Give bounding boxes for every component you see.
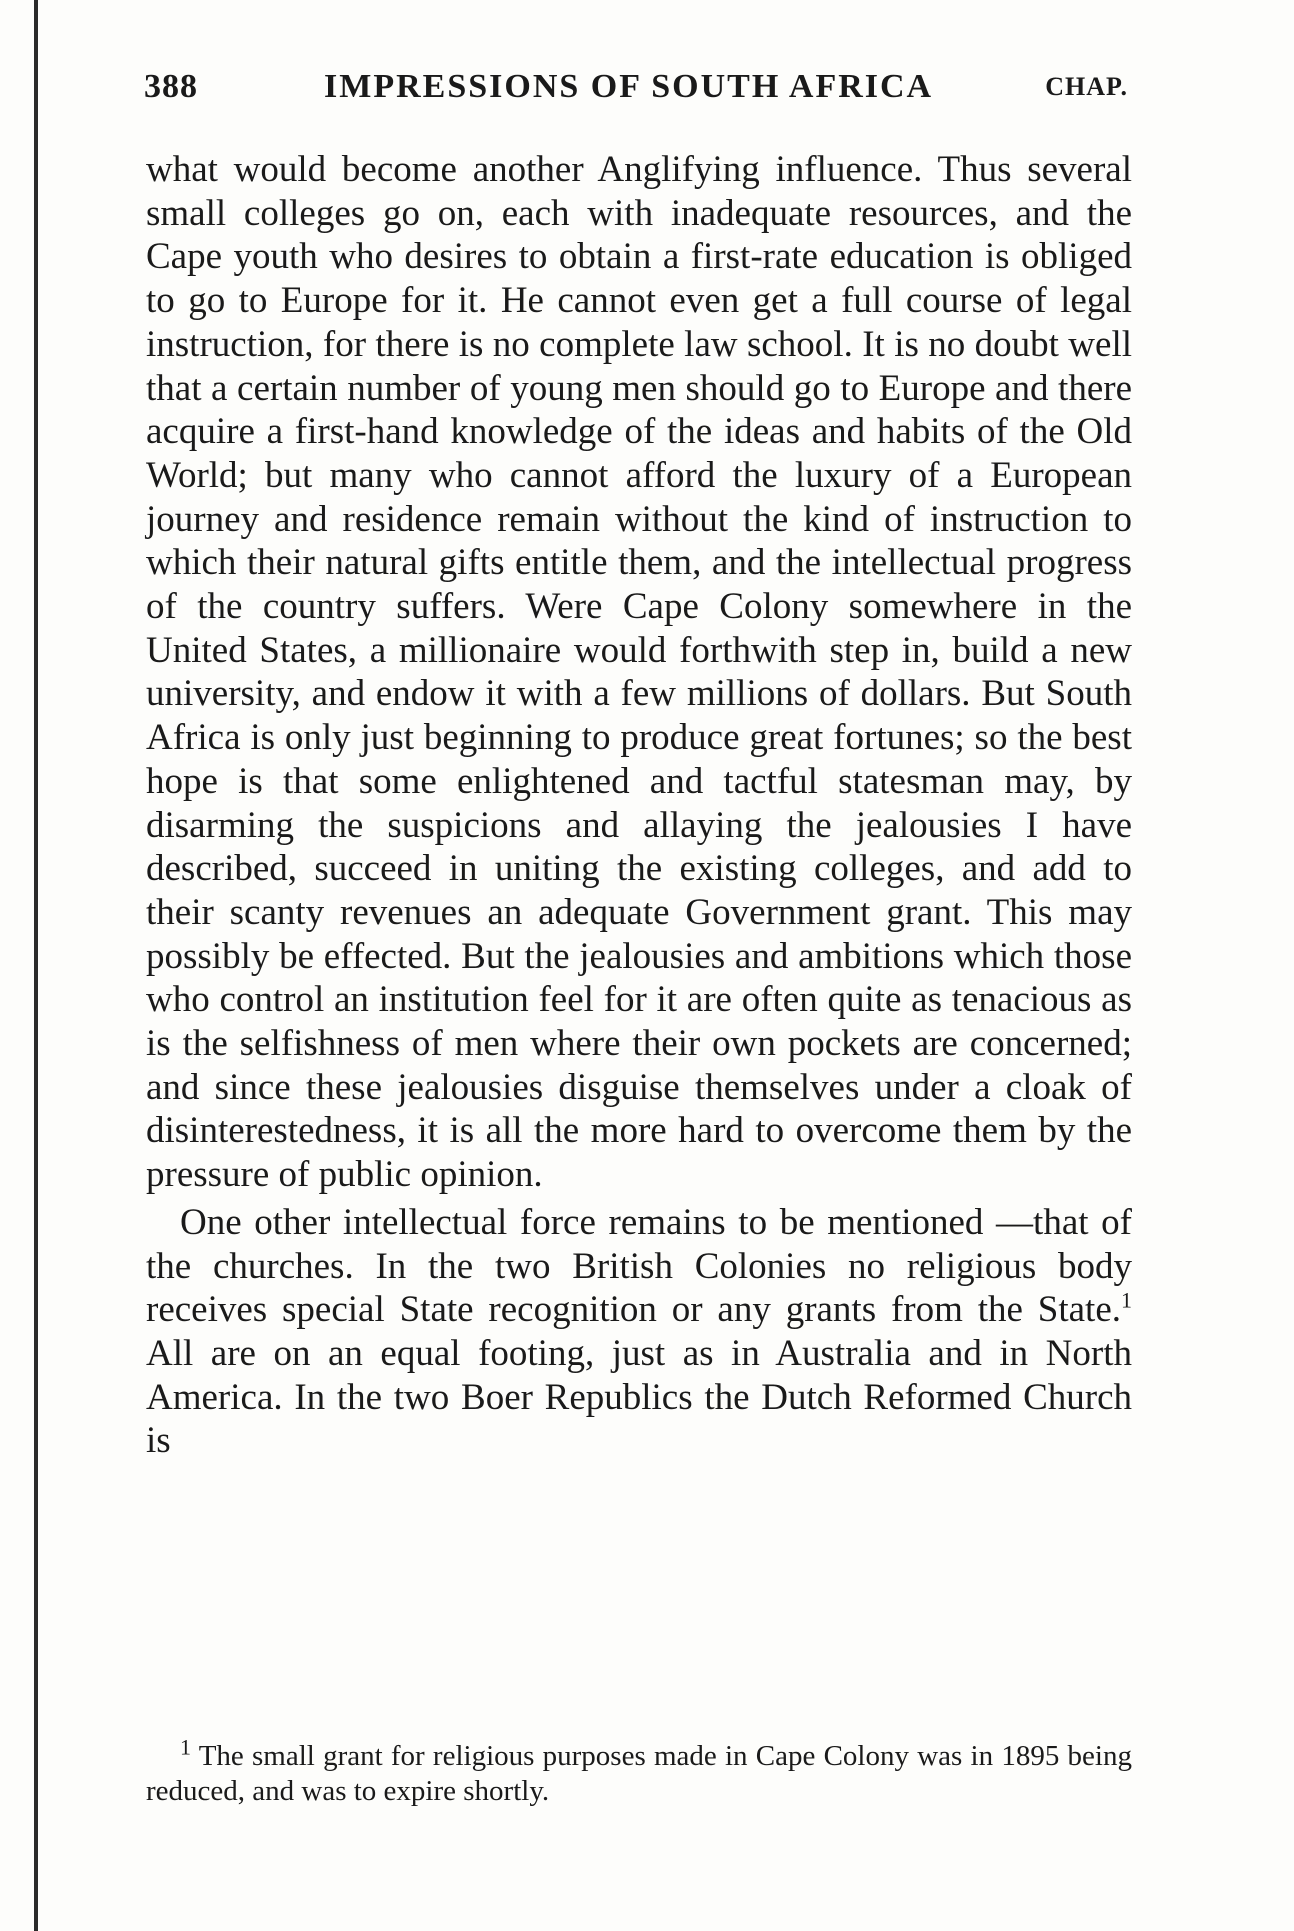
footnote-text: The small grant for religious purposes made in Cape Colony was in 1895 being reduced, and was to expire shortly. [146,1740,1132,1807]
paragraph-churches [146,1201,1132,1463]
footnote-reference: 1 [1121,1287,1132,1313]
footnote [146,1734,1132,1809]
paragraph-churches-part1: One other intellectual force remains to be mentioned —that of the churches. In the two British Colonies no religious body receives special State recognition or any grants from the State. [146,1201,1132,1331]
paragraph-churches-part2: All are on an equal footing, just as in Australia and in North America. In the two Boer Republics the Dutch Reformed Church is [146,1332,1132,1462]
body-text [146,148,1132,1463]
footnote-marker: 1 [180,1734,191,1760]
running-header [144,68,1144,128]
running-title: IMPRESSIONS OF SOUTH AFRICA [324,68,934,105]
page-edge-rule [34,0,38,1931]
paragraph-continued: what would become another Anglifying influence. Thus several small colleges go on, each with inadequate resources, and the Cape youth who desires to obtain a first-rate education is obliged to go to Europe for it. He cannot even get a full course of legal instruction, for there is no complete law school. It is no doubt well that a certain number of young men should go to Europe and there acquire a first-hand knowledge of the ideas and habits of the Old World; but many who cannot afford the luxury of a European journey and residence remain without the kind of instruction to which their natural gifts entitle them, and the intellectual progress of the country suffers. Were Cape Colony somewhere in the United States, a millionaire would forthwith step in, build a new university, and endow it with a few millions of dollars. But South Africa is only just beginning to produce great fortunes; so the best hope is that some enlightened and tactful statesman may, by disarming the suspicions and allaying the jealousies I have described, succeed in uniting the existing colleges, and add to their scanty revenues an adequate Government grant. This may possibly be effected. But the jealousies and ambitions which those who control an institution feel for it are often quite as tenacious as is the selfishness of men where their own pockets are concerned; and since these jealousies disguise themselves under a cloak of disinterestedness, it is all the more hard to overcome them by the pressure of public opinion. [146,149,1132,1196]
footnote-line [146,1734,1132,1809]
chapter-abbrev: CHAP. [1045,72,1128,101]
page-number: 388 [144,68,198,105]
